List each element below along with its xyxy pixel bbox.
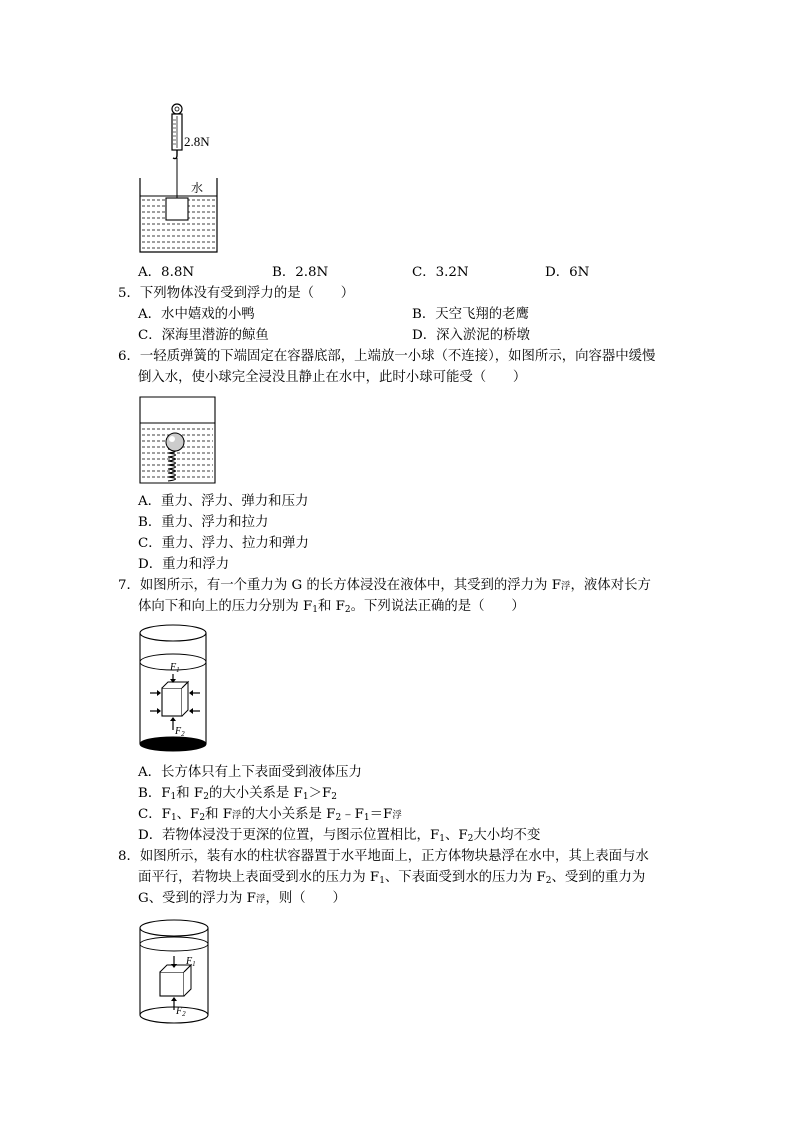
q4-figure xyxy=(130,100,230,260)
q6-stem-line2: 倒入水，使小球完全浸没且静止在水中，此时小球可能受（ ） xyxy=(138,370,527,385)
q8-stem-line3: G、受到的浮力为 F浮，则（ ） xyxy=(138,891,346,906)
q5-stem: 5．下列物体没有受到浮力的是（ ） xyxy=(118,286,355,301)
q7-fig-f2: $F_2$ xyxy=(175,726,185,738)
q6-option-a: A．重力、浮力、弹力和压力 xyxy=(138,494,309,509)
q5-option-c: C．深海里潜游的鲸鱼 xyxy=(138,328,269,343)
q7-option-a: A．长方体只有上下表面受到液体压力 xyxy=(138,765,362,780)
q4-option-a: A．8.8N xyxy=(138,265,195,280)
q6-option-b: B．重力、浮力和拉力 xyxy=(138,515,269,530)
q4-liquid-label: 水 xyxy=(191,181,204,195)
q4-option-b: B．2.8N xyxy=(272,265,329,280)
q6-stem-line1: 6．一轻质弹簧的下端固定在容器底部，上端放一小球（不连接），如图所示，向容器中缓慢 xyxy=(118,349,656,364)
q4-option-d: D．6N xyxy=(545,265,590,280)
q8-fig-f2: $F_2$ xyxy=(176,1006,186,1018)
q7-figure xyxy=(138,622,210,754)
q4-option-c: C．3.2N xyxy=(412,265,469,280)
q8-stem-line2: 面平行，若物块上表面受到水的压力为 $F_1$、下表面受到水的压力为 $F_2$、受到的重力为 xyxy=(138,870,646,886)
q6-option-c: C．重力、浮力、拉力和弹力 xyxy=(138,536,309,551)
q6-figure xyxy=(138,395,218,487)
q7-option-c: C．$F_1$、$F_2$和 F浮的大小关系是 $F_2﹣F_1=F$浮 xyxy=(138,807,402,823)
q7-stem-line2: 体向下和向上的压力分别为 $F_1$和 $F_2$。下列说法正确的是（ ） xyxy=(138,599,525,615)
q6-option-d: D．重力和浮力 xyxy=(138,557,230,572)
q7-fig-f1: $F_1$ xyxy=(170,662,180,674)
q7-option-b: B．$F_1$和 $F_2$的大小关系是 $F_1>F_2$ xyxy=(138,786,338,802)
q8-fig-f1: $F_1$ xyxy=(186,956,196,968)
q5-option-b: B．天空飞翔的老鹰 xyxy=(412,307,529,322)
q7-stem-line1: 7．如图所示，有一个重力为 G 的长方体浸没在液体中，其受到的浮力为 F浮，液体对长方 xyxy=(118,578,651,593)
q5-option-d: D．深入淤泥的桥墩 xyxy=(412,328,530,343)
q7-option-d: D．若物体浸没于更深的位置，与图示位置相比，$F_1$、$F_2$大小均不变 xyxy=(138,828,541,844)
q8-figure xyxy=(138,918,213,1028)
q8-stem-line1: 8．如图所示，装有水的柱状容器置于水平地面上，正方体物块悬浮在水中，其上表面与水 xyxy=(118,849,649,864)
q4-scale-reading: 2.8N xyxy=(184,134,210,149)
q5-option-a: A．水中嬉戏的小鸭 xyxy=(138,307,255,322)
